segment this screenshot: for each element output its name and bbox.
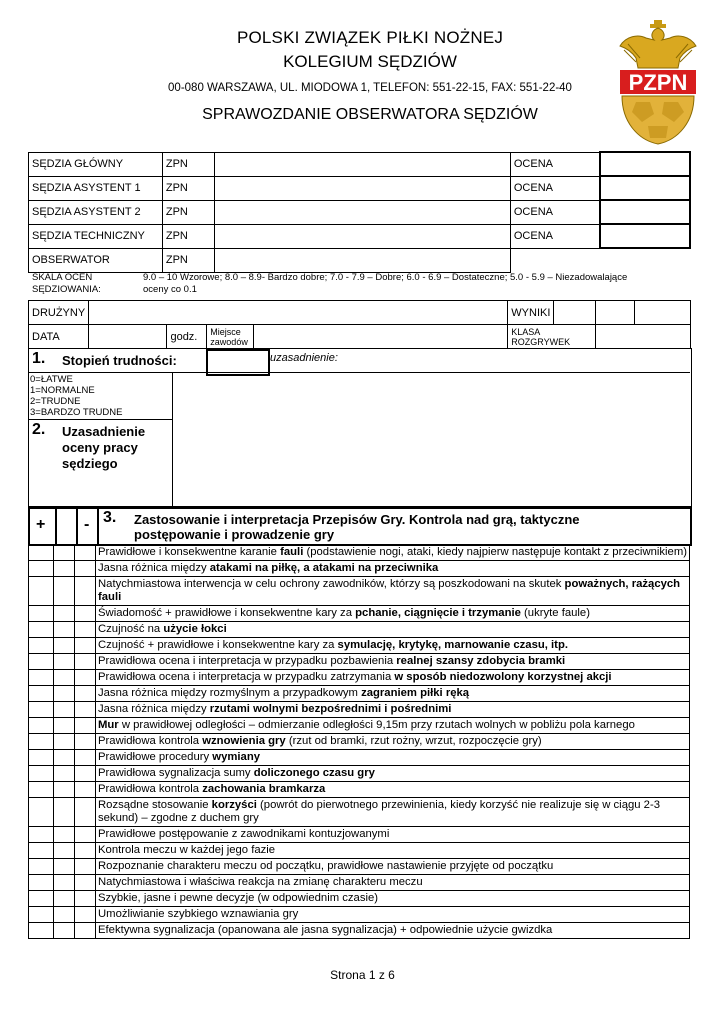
criterion-text bbox=[96, 670, 690, 686]
time-label: godz. bbox=[167, 325, 207, 349]
scale-label-1: SKALA OCEN bbox=[32, 272, 93, 283]
criterion-text-part: w sposób niedozwolony korzystnej akcji bbox=[394, 671, 612, 683]
criterion-text-part: doliczonego czasu gry bbox=[253, 767, 375, 779]
name-field[interactable] bbox=[214, 248, 510, 272]
date-label: DATA bbox=[29, 325, 89, 349]
difficulty-level: 3=BARDZO TRUDNE bbox=[30, 407, 123, 418]
table-row bbox=[29, 798, 690, 827]
plus-checkbox[interactable] bbox=[29, 577, 54, 606]
criterion-text-part: Szybkie, jasne i pewne decyzje (w odpowiednim czasie) bbox=[98, 892, 379, 904]
zpn-label: ZPN bbox=[162, 248, 214, 272]
plus-checkbox[interactable] bbox=[29, 891, 54, 907]
neutral-checkbox[interactable] bbox=[54, 907, 75, 923]
ocena-label: OCENA bbox=[510, 152, 600, 176]
org-name: POLSKI ZWIĄZEK PIŁKI NOŻNEJ bbox=[236, 28, 504, 47]
criterion-text-part: Rozsądne stosowanie bbox=[98, 799, 212, 811]
table-row bbox=[29, 875, 690, 891]
criterion-text bbox=[96, 923, 690, 939]
venue-label: Miejsce zawodów bbox=[207, 325, 254, 349]
ocena-field[interactable] bbox=[600, 224, 690, 248]
table-row bbox=[29, 670, 690, 686]
teams-field[interactable] bbox=[89, 301, 508, 325]
blank-cell bbox=[510, 248, 690, 272]
zpn-label: ZPN bbox=[162, 176, 214, 200]
minus-checkbox[interactable] bbox=[75, 622, 96, 638]
plus-checkbox[interactable] bbox=[29, 798, 54, 827]
neutral-checkbox[interactable] bbox=[54, 606, 75, 622]
criteria-table bbox=[28, 544, 690, 939]
name-field[interactable] bbox=[214, 200, 510, 224]
minus-checkbox[interactable] bbox=[75, 891, 96, 907]
neutral-checkbox[interactable] bbox=[54, 638, 75, 654]
neutral-checkbox[interactable] bbox=[54, 670, 75, 686]
table-row bbox=[29, 702, 690, 718]
minus-checkbox[interactable] bbox=[75, 606, 96, 622]
neutral-checkbox[interactable] bbox=[54, 545, 75, 561]
criterion-text bbox=[96, 798, 690, 827]
role-label: SĘDZIA ASYSTENT 2 bbox=[29, 200, 163, 224]
minus-checkbox[interactable] bbox=[75, 670, 96, 686]
criterion-text-part: (ukryte faule) bbox=[520, 607, 590, 619]
minus-checkbox[interactable] bbox=[75, 923, 96, 939]
date-field[interactable] bbox=[89, 325, 167, 349]
criterion-text-part: atakami na piłkę, a atakami na przeciwnika bbox=[209, 562, 439, 574]
criterion-text bbox=[96, 766, 690, 782]
criterion-text-part: Kontrola meczu w każdej jego fazie bbox=[98, 844, 276, 856]
role-label: SĘDZIA TECHNICZNY bbox=[29, 224, 163, 248]
result-field[interactable] bbox=[595, 301, 634, 325]
criterion-text bbox=[96, 859, 690, 875]
criterion-text-part: Czujność + prawidłowe i konsekwentne kary za bbox=[98, 639, 338, 651]
criterion-text-part: zagraniem piłki ręką bbox=[361, 687, 470, 699]
difficulty-field[interactable] bbox=[206, 349, 270, 376]
criterion-text-part: Prawidłowa sygnalizacja sumy bbox=[98, 767, 254, 779]
neutral-checkbox[interactable] bbox=[54, 577, 75, 606]
match-table bbox=[28, 300, 691, 349]
difficulty-scale bbox=[30, 374, 122, 418]
minus-checkbox[interactable] bbox=[75, 875, 96, 891]
minus-checkbox[interactable] bbox=[75, 638, 96, 654]
pzpn-logo bbox=[616, 18, 700, 146]
criterion-text-part: Umożliwianie szybkiego wznawiania gry bbox=[98, 908, 299, 920]
neutral-checkbox[interactable] bbox=[54, 622, 75, 638]
address: 00-080 WARSZAWA, UL. MIODOWA 1, TELEFON: 551-22-15, FAX: 551-22-40 bbox=[168, 82, 572, 94]
criterion-text-part: Mur bbox=[98, 719, 119, 731]
criterion-text-part: rzutami wolnymi bezpośrednimi i pośrednimi bbox=[209, 703, 452, 715]
college-name: KOLEGIUM SĘDZIÓW bbox=[283, 52, 457, 71]
justification-label: uzasadnienie: bbox=[270, 352, 338, 364]
criterion-text bbox=[96, 606, 690, 622]
criterion-text bbox=[96, 718, 690, 734]
neutral-checkbox[interactable] bbox=[54, 718, 75, 734]
neutral-checkbox[interactable] bbox=[54, 843, 75, 859]
criterion-text bbox=[96, 686, 690, 702]
criterion-text bbox=[96, 750, 690, 766]
difficulty-level: 0=ŁATWE bbox=[30, 374, 73, 385]
minus-checkbox[interactable] bbox=[75, 843, 96, 859]
criterion-text-part: poważnych, rażących fauli bbox=[98, 578, 681, 603]
table-row bbox=[29, 545, 690, 561]
plus-checkbox[interactable] bbox=[29, 545, 54, 561]
criterion-text-part: Efektywna sygnalizacja (opanowana ale jasna sygnalizacja) + odpowiednie użycie gwizdka bbox=[98, 924, 553, 936]
section-2-number: 2. bbox=[32, 421, 46, 438]
minus-checkbox[interactable] bbox=[75, 766, 96, 782]
criterion-text-part: korzyści bbox=[211, 799, 257, 811]
difficulty-level: 1=NORMALNE bbox=[30, 385, 95, 396]
plus-checkbox[interactable] bbox=[29, 718, 54, 734]
ocena-label: OCENA bbox=[510, 176, 600, 200]
divider bbox=[76, 507, 78, 546]
scale-step: oceny co 0.1 bbox=[143, 284, 197, 295]
table-row bbox=[29, 891, 690, 907]
divider bbox=[55, 507, 57, 546]
criterion-text-part: Natychmiastowa i właściwa reakcja na zmianę charakteru meczu bbox=[98, 876, 423, 888]
zpn-label: ZPN bbox=[162, 224, 214, 248]
criterion-text-part: Prawidłowe postępowanie z zawodnikami kontuzjowanymi bbox=[98, 828, 390, 840]
plus-checkbox[interactable] bbox=[29, 750, 54, 766]
plus-checkbox[interactable] bbox=[29, 654, 54, 670]
criterion-text bbox=[96, 545, 690, 561]
section-2-title: Uzasadnienie oceny pracy sędziego bbox=[62, 424, 146, 471]
neutral-checkbox[interactable] bbox=[54, 734, 75, 750]
name-field[interactable] bbox=[214, 176, 510, 200]
plus-checkbox[interactable] bbox=[29, 766, 54, 782]
criterion-text-part: symulację, krytykę, marnowanie czasu, itp. bbox=[337, 639, 568, 651]
officials-table bbox=[28, 151, 691, 273]
table-row bbox=[29, 686, 690, 702]
criterion-text-part: fauli bbox=[280, 546, 304, 558]
plus-column-label: + bbox=[36, 516, 46, 533]
table-row bbox=[29, 606, 690, 622]
table-row bbox=[29, 622, 690, 638]
plus-checkbox[interactable] bbox=[29, 606, 54, 622]
neutral-checkbox[interactable] bbox=[54, 686, 75, 702]
plus-checkbox[interactable] bbox=[29, 859, 54, 875]
criterion-text-part: Prawidłowe i konsekwentne karanie bbox=[98, 546, 281, 558]
minus-checkbox[interactable] bbox=[75, 561, 96, 577]
criterion-text-part: Świadomość + prawidłowe i konsekwentne kary za bbox=[98, 607, 356, 619]
criterion-text bbox=[96, 577, 690, 606]
criterion-text-part: Jasna różnica między bbox=[98, 703, 210, 715]
criterion-text-part: (powrót do pierwotnego przewinienia, kiedy korzyść nie realizuje się w ciągu 2-3 sekund) – zgodne z duchem gry bbox=[98, 799, 661, 824]
criterion-text-part: w prawidłowej odległości – odmierzanie odległości 9,15m przy rzutach wolnych w pobliżu pola karnego bbox=[118, 719, 635, 731]
table-row bbox=[29, 907, 690, 923]
scale-label-2: SĘDZIOWANIA: bbox=[32, 284, 101, 295]
criterion-text-part: wznowienia gry bbox=[202, 735, 286, 747]
divider bbox=[172, 372, 173, 506]
plus-checkbox[interactable] bbox=[29, 638, 54, 654]
criterion-text-part: Jasna różnica między rozmyślnym a przypadkowym bbox=[98, 687, 362, 699]
scale-text: 9.0 – 10 Wzorowe; 8.0 – 8.9- Bardzo dobre; 7.0 - 7.9 – Dobre; 6.0 - 6.9 – Dostateczne; 5.0 - 5.9 – Niezadowalające bbox=[143, 272, 628, 283]
difficulty-level: 2=TRUDNE bbox=[30, 396, 81, 407]
neutral-checkbox[interactable] bbox=[54, 923, 75, 939]
class-label: KLASA ROZGRYWEK bbox=[508, 325, 596, 349]
class-field[interactable] bbox=[595, 325, 690, 349]
zpn-label: ZPN bbox=[162, 152, 214, 176]
section-1-title: Stopień trudności: bbox=[62, 353, 177, 368]
criterion-text bbox=[96, 622, 690, 638]
criterion-text bbox=[96, 702, 690, 718]
criterion-text bbox=[96, 734, 690, 750]
neutral-checkbox[interactable] bbox=[54, 859, 75, 875]
criterion-text-part: Prawidłowa ocena i interpretacja w przypadku pozbawienia bbox=[98, 655, 397, 667]
table-row bbox=[29, 750, 690, 766]
section-3-number: 3. bbox=[103, 509, 117, 526]
plus-checkbox[interactable] bbox=[29, 907, 54, 923]
criterion-text bbox=[96, 654, 690, 670]
criterion-text bbox=[96, 782, 690, 798]
results-label: WYNIKI bbox=[508, 301, 554, 325]
ocena-label: OCENA bbox=[510, 200, 600, 224]
minus-checkbox[interactable] bbox=[75, 734, 96, 750]
minus-checkbox[interactable] bbox=[75, 577, 96, 606]
divider bbox=[28, 419, 173, 420]
minus-checkbox[interactable] bbox=[75, 654, 96, 670]
criterion-text bbox=[96, 827, 690, 843]
name-field[interactable] bbox=[214, 152, 510, 176]
divider bbox=[97, 507, 99, 546]
table-row bbox=[29, 734, 690, 750]
table-row bbox=[29, 638, 690, 654]
document-title: SPRAWOZDANIE OBSERWATORA SĘDZIÓW bbox=[202, 106, 538, 123]
neutral-checkbox[interactable] bbox=[54, 798, 75, 827]
minus-checkbox[interactable] bbox=[75, 907, 96, 923]
table-row bbox=[29, 859, 690, 875]
criterion-text-part: Prawidłowe procedury bbox=[98, 751, 213, 763]
plus-checkbox[interactable] bbox=[29, 827, 54, 843]
criterion-text-part: realnej szansy zdobycia bramki bbox=[396, 655, 566, 667]
role-label: SĘDZIA ASYSTENT 1 bbox=[29, 176, 163, 200]
minus-checkbox[interactable] bbox=[75, 827, 96, 843]
table-row bbox=[29, 718, 690, 734]
table-row bbox=[29, 654, 690, 670]
criterion-text bbox=[96, 843, 690, 859]
minus-checkbox[interactable] bbox=[75, 545, 96, 561]
criterion-text-part: (podstawienie nogi, ataki, kiedy najpierw następuje kontakt z przeciwnikiem) bbox=[303, 546, 688, 558]
criterion-text-part: Prawidłowa kontrola bbox=[98, 783, 203, 795]
logo-text: PZPN bbox=[628, 70, 688, 95]
criterion-text bbox=[96, 638, 690, 654]
criterion-text bbox=[96, 907, 690, 923]
result-field[interactable] bbox=[635, 301, 691, 325]
table-row bbox=[29, 827, 690, 843]
plus-checkbox[interactable] bbox=[29, 734, 54, 750]
criterion-text-part: użycie łokci bbox=[163, 623, 227, 635]
criterion-text-part: Prawidłowa ocena i interpretacja w przypadku zatrzymania bbox=[98, 671, 395, 683]
ocena-field[interactable] bbox=[600, 152, 690, 176]
neutral-checkbox[interactable] bbox=[54, 827, 75, 843]
neutral-checkbox[interactable] bbox=[54, 561, 75, 577]
neutral-checkbox[interactable] bbox=[54, 750, 75, 766]
ocena-field[interactable] bbox=[600, 176, 690, 200]
criterion-text-part: wymiany bbox=[212, 751, 261, 763]
criterion-text bbox=[96, 875, 690, 891]
minus-column-label: - bbox=[84, 516, 90, 533]
neutral-checkbox[interactable] bbox=[54, 702, 75, 718]
neutral-checkbox[interactable] bbox=[54, 766, 75, 782]
plus-checkbox[interactable] bbox=[29, 622, 54, 638]
neutral-checkbox[interactable] bbox=[54, 875, 75, 891]
minus-checkbox[interactable] bbox=[75, 859, 96, 875]
minus-checkbox[interactable] bbox=[75, 718, 96, 734]
criterion-text-part: Natychmiastowa interwencja w celu ochrony zawodników, którzy są poszkodowani na skutek bbox=[98, 578, 565, 590]
plus-checkbox[interactable] bbox=[29, 923, 54, 939]
criterion-text bbox=[96, 561, 690, 577]
table-row bbox=[29, 923, 690, 939]
plus-checkbox[interactable] bbox=[29, 670, 54, 686]
name-field[interactable] bbox=[214, 224, 510, 248]
table-row bbox=[29, 766, 690, 782]
criterion-text-part: zachowania bramkarza bbox=[202, 783, 326, 795]
page-number: Strona 1 z 6 bbox=[330, 968, 395, 982]
neutral-checkbox[interactable] bbox=[54, 654, 75, 670]
minus-checkbox[interactable] bbox=[75, 686, 96, 702]
plus-checkbox[interactable] bbox=[29, 561, 54, 577]
criterion-text-part: Prawidłowa kontrola bbox=[98, 735, 203, 747]
section-1-number: 1. bbox=[32, 350, 46, 367]
role-label: SĘDZIA GŁÓWNY bbox=[29, 152, 163, 176]
table-row bbox=[29, 577, 690, 606]
table-row bbox=[29, 782, 690, 798]
minus-checkbox[interactable] bbox=[75, 750, 96, 766]
plus-checkbox[interactable] bbox=[29, 782, 54, 798]
neutral-checkbox[interactable] bbox=[54, 782, 75, 798]
criterion-text bbox=[96, 891, 690, 907]
plus-checkbox[interactable] bbox=[29, 702, 54, 718]
plus-checkbox[interactable] bbox=[29, 875, 54, 891]
criterion-text-part: Rozpoznanie charakteru meczu od początku, prawidłowe nastawienie przyjęte od początku bbox=[98, 860, 554, 872]
zpn-label: ZPN bbox=[162, 200, 214, 224]
table-row bbox=[29, 843, 690, 859]
criterion-text-part: (rzut od bramki, rzut rożny, wrzut, rozpoczęcie gry) bbox=[285, 735, 542, 747]
neutral-checkbox[interactable] bbox=[54, 891, 75, 907]
table-row bbox=[29, 561, 690, 577]
criterion-text-part: pchanie, ciągnięcie i trzymanie bbox=[355, 607, 521, 619]
venue-field[interactable] bbox=[254, 325, 508, 349]
section-3-title: Zastosowanie i interpretacja Przepisów Gry. Kontrola nad grą, taktyczne postępowanie i prowadzenie gry bbox=[134, 512, 580, 542]
result-field[interactable] bbox=[554, 301, 595, 325]
plus-checkbox[interactable] bbox=[29, 686, 54, 702]
minus-checkbox[interactable] bbox=[75, 702, 96, 718]
criterion-text-part: Jasna różnica między bbox=[98, 562, 210, 574]
ocena-label: OCENA bbox=[510, 224, 600, 248]
minus-checkbox[interactable] bbox=[75, 782, 96, 798]
ocena-field[interactable] bbox=[600, 200, 690, 224]
criterion-text-part: Czujność na bbox=[98, 623, 164, 635]
plus-checkbox[interactable] bbox=[29, 843, 54, 859]
minus-checkbox[interactable] bbox=[75, 798, 96, 827]
role-label: OBSERWATOR bbox=[29, 248, 163, 272]
teams-label: DRUŻYNY bbox=[29, 301, 89, 325]
